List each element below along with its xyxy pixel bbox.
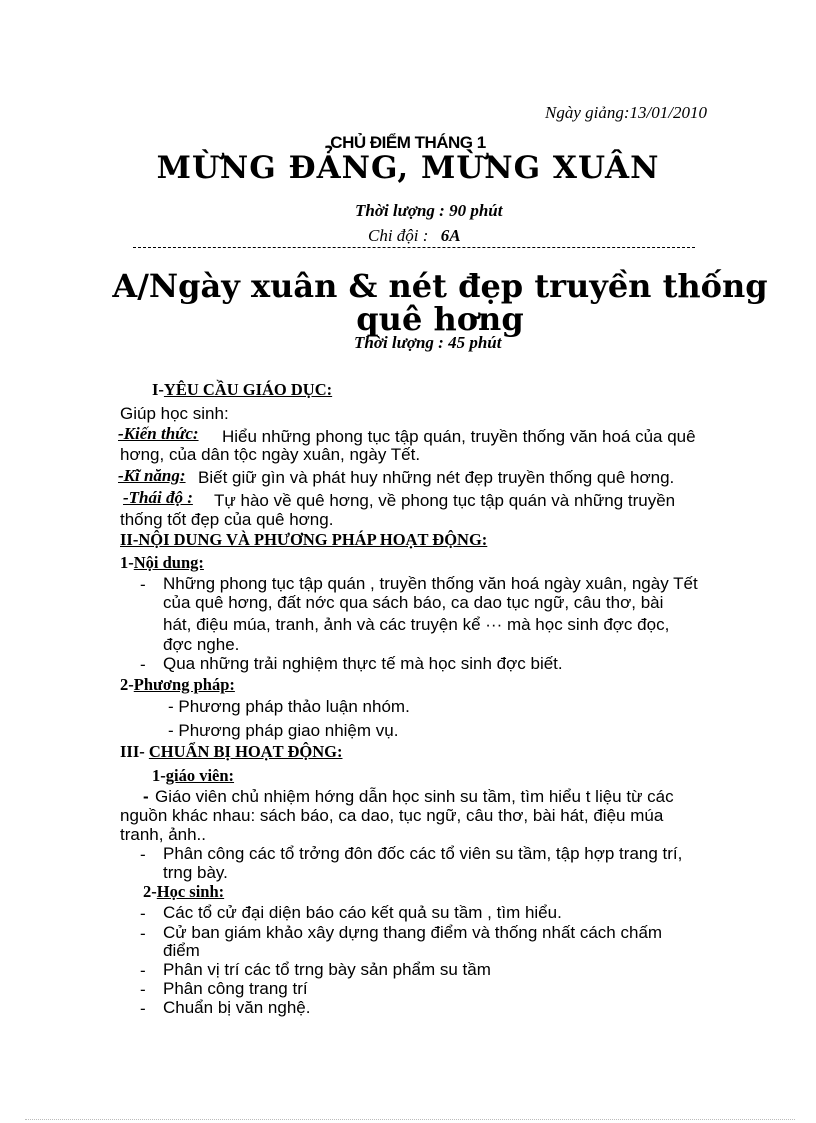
list-dash: - [143, 787, 149, 806]
section3-prefix: III- [120, 742, 145, 761]
class-group [368, 226, 461, 246]
activity-title-line2: quê hơng [356, 300, 524, 338]
content-item1-line1: Những phong tục tập quán , truyền thống văn hoá ngày xuân, ngày Tết [163, 574, 698, 593]
student-item: Phân công trang trí [163, 979, 308, 998]
knowledge-line2: hơng, của dân tộc ngày xuân, ngày Tết. [120, 445, 421, 464]
list-dash: - [140, 999, 146, 1018]
teacher-item2-line1: Phân công các tổ trởng đôn đốc các tổ viên su tầm, tập hợp trang trí, [163, 844, 683, 863]
method-label: Phương pháp: [133, 675, 235, 694]
teacher-item1-line1: Giáo viên chủ nhiệm hớng dẫn học sinh su tầm, tìm hiểu t liệu từ các [155, 787, 674, 806]
teacher-label: giáo viên: [165, 766, 235, 785]
knowledge-label: -Kiến thức: [118, 424, 199, 443]
section1-intro: Giúp học sinh: [120, 404, 229, 423]
student-item: Các tổ cử đại diện báo cáo kết quả su tầm , tìm hiểu. [163, 903, 562, 922]
section3-heading [120, 742, 342, 762]
section1-title: YÊU CẦU GIÁO DỤC: [163, 380, 333, 399]
class-group-label: Chi đội : [368, 226, 429, 245]
list-dash: - [140, 655, 146, 674]
teacher-item2-line2: trng bày. [163, 863, 228, 882]
student-subheading: 2-Học sinh: [143, 882, 225, 901]
method-subheading: 2-Phương pháp: [120, 675, 235, 694]
activity-title [100, 267, 780, 338]
content-label: Nội dung: [133, 553, 204, 572]
knowledge-line1: Hiểu những phong tục tập quán, truyền thống văn hoá của quê [222, 427, 696, 446]
content-item1-line4: đợc nghe. [163, 635, 240, 654]
content-subheading: 1-Nội dung: [120, 553, 204, 572]
section2-heading: II-NỘI DUNG VÀ PHƯƠNG PHÁP HOẠT ĐỘNG: [120, 530, 488, 549]
student-item: Phân vị trí các tổ trng bày sản phẩm su tầm [163, 960, 491, 979]
method-item2: - Phương pháp giao nhiệm vụ. [168, 721, 399, 740]
content-item1-line2: của quê hơng, đất nớc qua sách báo, ca dao tục ngữ, câu thơ, bài [163, 593, 664, 612]
activity-title-line1: A/Ngày xuân & nét đẹp truyền thống [112, 267, 768, 305]
section1-heading [152, 380, 332, 400]
list-dash: - [140, 575, 146, 594]
teacher-item1-line3: tranh, ảnh.. [120, 825, 207, 844]
content-item1-line3: hát, điệu múa, tranh, ảnh và các truyện kể ··· mà học sinh đợc đọc, [163, 615, 670, 634]
teacher-subheading: 1-giáo viên: [152, 766, 235, 785]
student-item: Chuẩn bị văn nghệ. [163, 998, 311, 1017]
header-divider [133, 247, 695, 248]
list-dash: - [140, 961, 146, 980]
skill-label: -Kĩ năng: [118, 466, 186, 485]
student-item-continued: điểm [163, 941, 200, 960]
student-item: Cử ban giám khảo xây dựng thang điểm và thống nhất cách chấm [163, 923, 663, 942]
method-item1: - Phương pháp thảo luận nhóm. [168, 697, 410, 716]
content-item2: Qua những trải nghiệm thực tế mà học sinh đợc biết. [163, 654, 563, 673]
section1-prefix: I- [152, 380, 164, 399]
activity-duration: Thời lượng : 45 phút [354, 333, 502, 352]
attitude-label: -Thái độ : [123, 488, 193, 507]
class-group-value: 6A [440, 226, 461, 245]
list-dash: - [140, 924, 146, 943]
list-dash: - [140, 980, 146, 999]
list-dash: - [140, 845, 146, 864]
lesson-date: Ngày giảng:13/01/2010 [545, 103, 707, 122]
topic-heading: CHỦ ĐIỂM THÁNG 1 [330, 133, 486, 152]
section3-title: CHUẨN BỊ HOẠT ĐỘNG: [148, 742, 343, 761]
page-bottom-border [25, 1119, 795, 1120]
student-label: Học sinh: [156, 882, 225, 901]
attitude-line2: thống tốt đẹp của quê hơng. [120, 510, 334, 529]
skill-text: Biết giữ gìn và phát huy những nét đẹp truyền thống quê hơng. [198, 468, 675, 487]
total-duration: Thời lượng : 90 phút [355, 201, 503, 220]
teacher-item1-line2: nguồn khác nhau: sách báo, ca dao, tục ngữ, câu thơ, bài hát, điệu múa [120, 806, 664, 825]
list-dash: - [140, 904, 146, 923]
attitude-line1: Tự hào về quê hơng, về phong tục tập quán và những truyền [214, 491, 676, 510]
banner-title: MỪNG ĐẢNG, MỪNG XUÂN [156, 150, 660, 186]
